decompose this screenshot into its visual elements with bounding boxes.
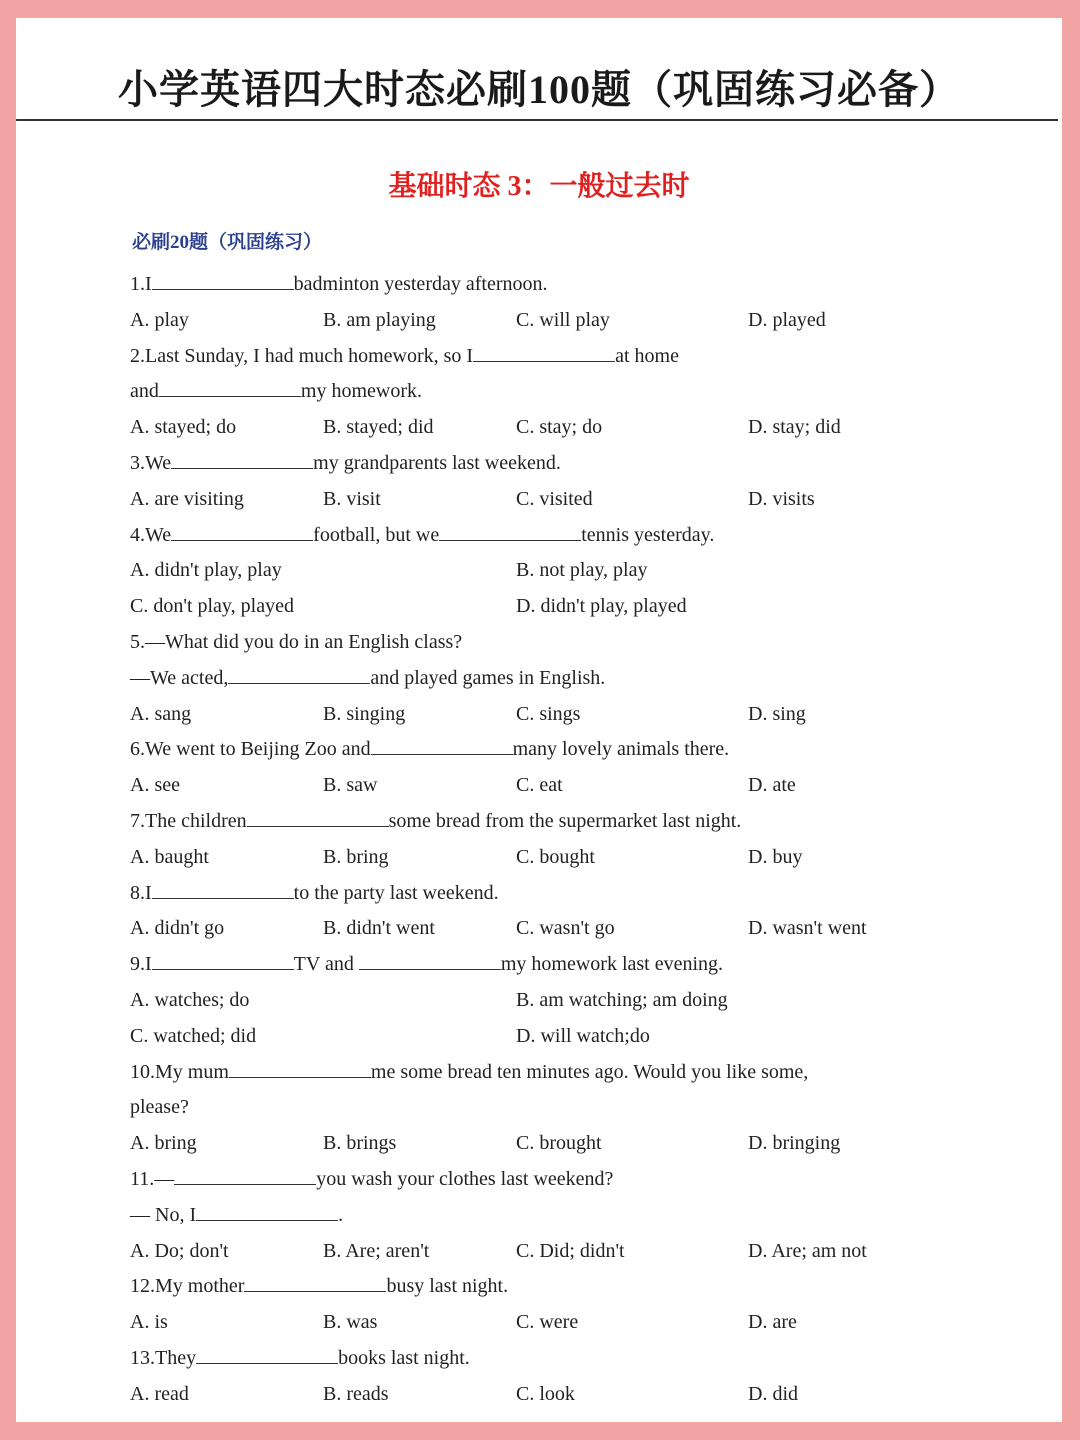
answer-blank	[152, 897, 294, 899]
answer-option: B. am watching; am doing	[516, 988, 728, 1011]
stem-text: at home	[615, 344, 679, 367]
answer-option: C. eat	[516, 774, 563, 797]
section-subtitle: 必刷20题（巩固练习）	[132, 232, 323, 253]
question-stem	[130, 1341, 1030, 1377]
section-title: 基础时态 3：一般过去时	[388, 171, 690, 202]
question-list	[130, 267, 1030, 1413]
stem-text: some bread from the supermarket last night.	[388, 809, 742, 832]
answer-option: D. ate	[748, 774, 796, 797]
option-row	[130, 1234, 1030, 1270]
answer-blank	[171, 467, 313, 469]
answer-blank	[174, 1183, 316, 1185]
answer-option: D. didn't play, played	[516, 595, 687, 618]
option-row	[130, 911, 1030, 947]
answer-option: B. reads	[323, 1382, 389, 1405]
question-stem	[130, 947, 1030, 983]
question-stem	[130, 1198, 1030, 1234]
answer-option: B. not play, play	[516, 559, 648, 582]
stem-text: .	[338, 1203, 344, 1226]
answer-option: A. see	[130, 774, 180, 797]
stem-text: 4.We	[130, 523, 172, 546]
question-stem	[130, 1269, 1030, 1305]
stem-text: please?	[130, 1096, 189, 1119]
answer-option: D. Are; am not	[748, 1239, 867, 1262]
option-row	[130, 840, 1030, 876]
option-row	[130, 1377, 1030, 1413]
stem-text: 5.—What did you do in an English class?	[130, 630, 463, 653]
option-row	[130, 482, 1030, 518]
answer-blank	[439, 539, 581, 541]
question-stem	[130, 1162, 1030, 1198]
option-row	[130, 589, 1030, 625]
question-stem	[130, 339, 1030, 375]
answer-option: C. Did; didn't	[516, 1239, 625, 1262]
stem-text: 8.I	[130, 881, 152, 904]
answer-option: B. was	[323, 1311, 378, 1334]
stem-text: —We acted,	[130, 666, 229, 689]
answer-option: C. don't play, played	[130, 595, 294, 618]
answer-option: B. saw	[323, 774, 378, 797]
stem-text: 7.The children	[130, 809, 247, 832]
stem-text: books last night.	[338, 1346, 470, 1369]
stem-text: busy last night.	[386, 1275, 509, 1298]
question-stem	[130, 1055, 1030, 1091]
question-stem	[130, 732, 1030, 768]
answer-blank	[247, 825, 389, 827]
answer-option: B. bring	[323, 845, 389, 868]
stem-text: my homework last evening.	[500, 953, 724, 976]
answer-option: B. visit	[323, 487, 381, 510]
answer-blank	[159, 395, 301, 397]
answer-option: C. look	[516, 1382, 575, 1405]
option-row	[130, 697, 1030, 733]
answer-blank	[229, 1076, 371, 1078]
answer-option: C. watched; did	[130, 1024, 257, 1047]
question-stem	[130, 446, 1030, 482]
option-row	[130, 768, 1030, 804]
answer-option: A. are visiting	[130, 487, 244, 510]
answer-option: D. sing	[748, 702, 806, 725]
answer-option: D. stay; did	[748, 416, 841, 439]
answer-blank	[196, 1219, 338, 1221]
title-divider	[16, 119, 1058, 121]
stem-text: 3.We	[130, 451, 172, 474]
answer-option: A. Do; don't	[130, 1239, 229, 1262]
stem-text: badminton yesterday afternoon.	[293, 273, 548, 295]
stem-text: many lovely animals there.	[512, 738, 730, 761]
answer-blank	[228, 682, 370, 684]
answer-blank	[196, 1362, 338, 1364]
answer-option: C. visited	[516, 487, 593, 510]
stem-text: 6.We went to Beijing Zoo and	[130, 738, 371, 761]
stem-text: my homework.	[300, 380, 422, 403]
option-row	[130, 1305, 1030, 1341]
stem-text: tennis yesterday.	[581, 523, 715, 546]
stem-text: you wash your clothes last weekend?	[316, 1167, 614, 1190]
worksheet-page	[16, 18, 1062, 1422]
answer-option: D. bringing	[748, 1132, 841, 1155]
stem-text: and played games in English.	[370, 666, 606, 689]
stem-text: 13.They	[130, 1346, 197, 1369]
answer-blank	[359, 968, 501, 970]
answer-blank	[152, 968, 294, 970]
answer-option: A. play	[130, 308, 189, 331]
stem-text: 11.—	[130, 1167, 175, 1190]
answer-option: C. sings	[516, 702, 581, 725]
answer-option: C. bought	[516, 845, 595, 868]
answer-option: A. bring	[130, 1132, 197, 1155]
answer-option: B. stayed; did	[323, 416, 434, 439]
answer-option: A. didn't go	[130, 917, 225, 940]
stem-text: and	[130, 380, 159, 403]
option-row	[130, 1126, 1030, 1162]
answer-option: C. brought	[516, 1132, 602, 1155]
answer-option: D. buy	[748, 845, 803, 868]
answer-option: A. sang	[130, 702, 192, 725]
answer-option: D. visits	[748, 487, 815, 510]
answer-option: B. singing	[323, 702, 406, 725]
question-stem	[130, 267, 1030, 303]
question-stem	[130, 518, 1030, 554]
stem-text: 1.I	[130, 273, 152, 295]
stem-text: 12.My mother	[130, 1275, 245, 1298]
answer-option: B. didn't went	[323, 917, 435, 940]
answer-option: B. am playing	[323, 308, 436, 331]
question-stem	[130, 661, 1030, 697]
option-row	[130, 1019, 1030, 1055]
option-row	[130, 303, 1030, 339]
answer-blank	[244, 1290, 386, 1292]
stem-text: football, but we	[313, 523, 440, 546]
answer-option: B. Are; aren't	[323, 1239, 430, 1262]
option-row	[130, 410, 1030, 446]
answer-option: C. were	[516, 1311, 579, 1334]
answer-option: A. stayed; do	[130, 416, 237, 439]
answer-option: D. wasn't went	[748, 917, 867, 940]
answer-option: A. watches; do	[130, 988, 250, 1011]
answer-blank	[152, 288, 294, 290]
page-title: 小学英语四大时态必刷100题（巩固练习必备）	[118, 67, 960, 112]
answer-blank	[171, 539, 313, 541]
stem-text: 9.I	[130, 953, 152, 976]
answer-blank	[473, 360, 615, 362]
stem-text: me some bread ten minutes ago. Would you like some,	[370, 1060, 809, 1083]
answer-option: A. is	[130, 1311, 168, 1334]
question-stem	[130, 1090, 1030, 1126]
question-stem	[130, 804, 1030, 840]
stem-text: to the party last weekend.	[293, 881, 499, 904]
stem-text: TV and	[293, 953, 359, 976]
answer-option: D. did	[748, 1382, 798, 1405]
question-stem	[130, 625, 1030, 661]
answer-option: B. brings	[323, 1132, 397, 1155]
answer-option: A. baught	[130, 845, 209, 868]
question-stem	[130, 876, 1030, 912]
answer-option: C. stay; do	[516, 416, 603, 439]
option-row	[130, 553, 1030, 589]
question-stem	[130, 374, 1030, 410]
answer-option: D. played	[748, 308, 826, 331]
answer-option: C. wasn't go	[516, 917, 615, 940]
answer-blank	[371, 753, 513, 755]
answer-option: D. will watch;do	[516, 1024, 650, 1047]
stem-text: — No, I	[130, 1203, 197, 1226]
stem-text: 10.My mum	[130, 1060, 229, 1083]
stem-text: my grandparents last weekend.	[313, 451, 561, 474]
answer-option: A. didn't play, play	[130, 559, 282, 582]
answer-option: D. are	[748, 1311, 797, 1334]
answer-option: C. will play	[516, 308, 610, 331]
answer-option: A. read	[130, 1382, 189, 1405]
stem-text: 2.Last Sunday, I had much homework, so I	[130, 344, 474, 367]
option-row	[130, 983, 1030, 1019]
